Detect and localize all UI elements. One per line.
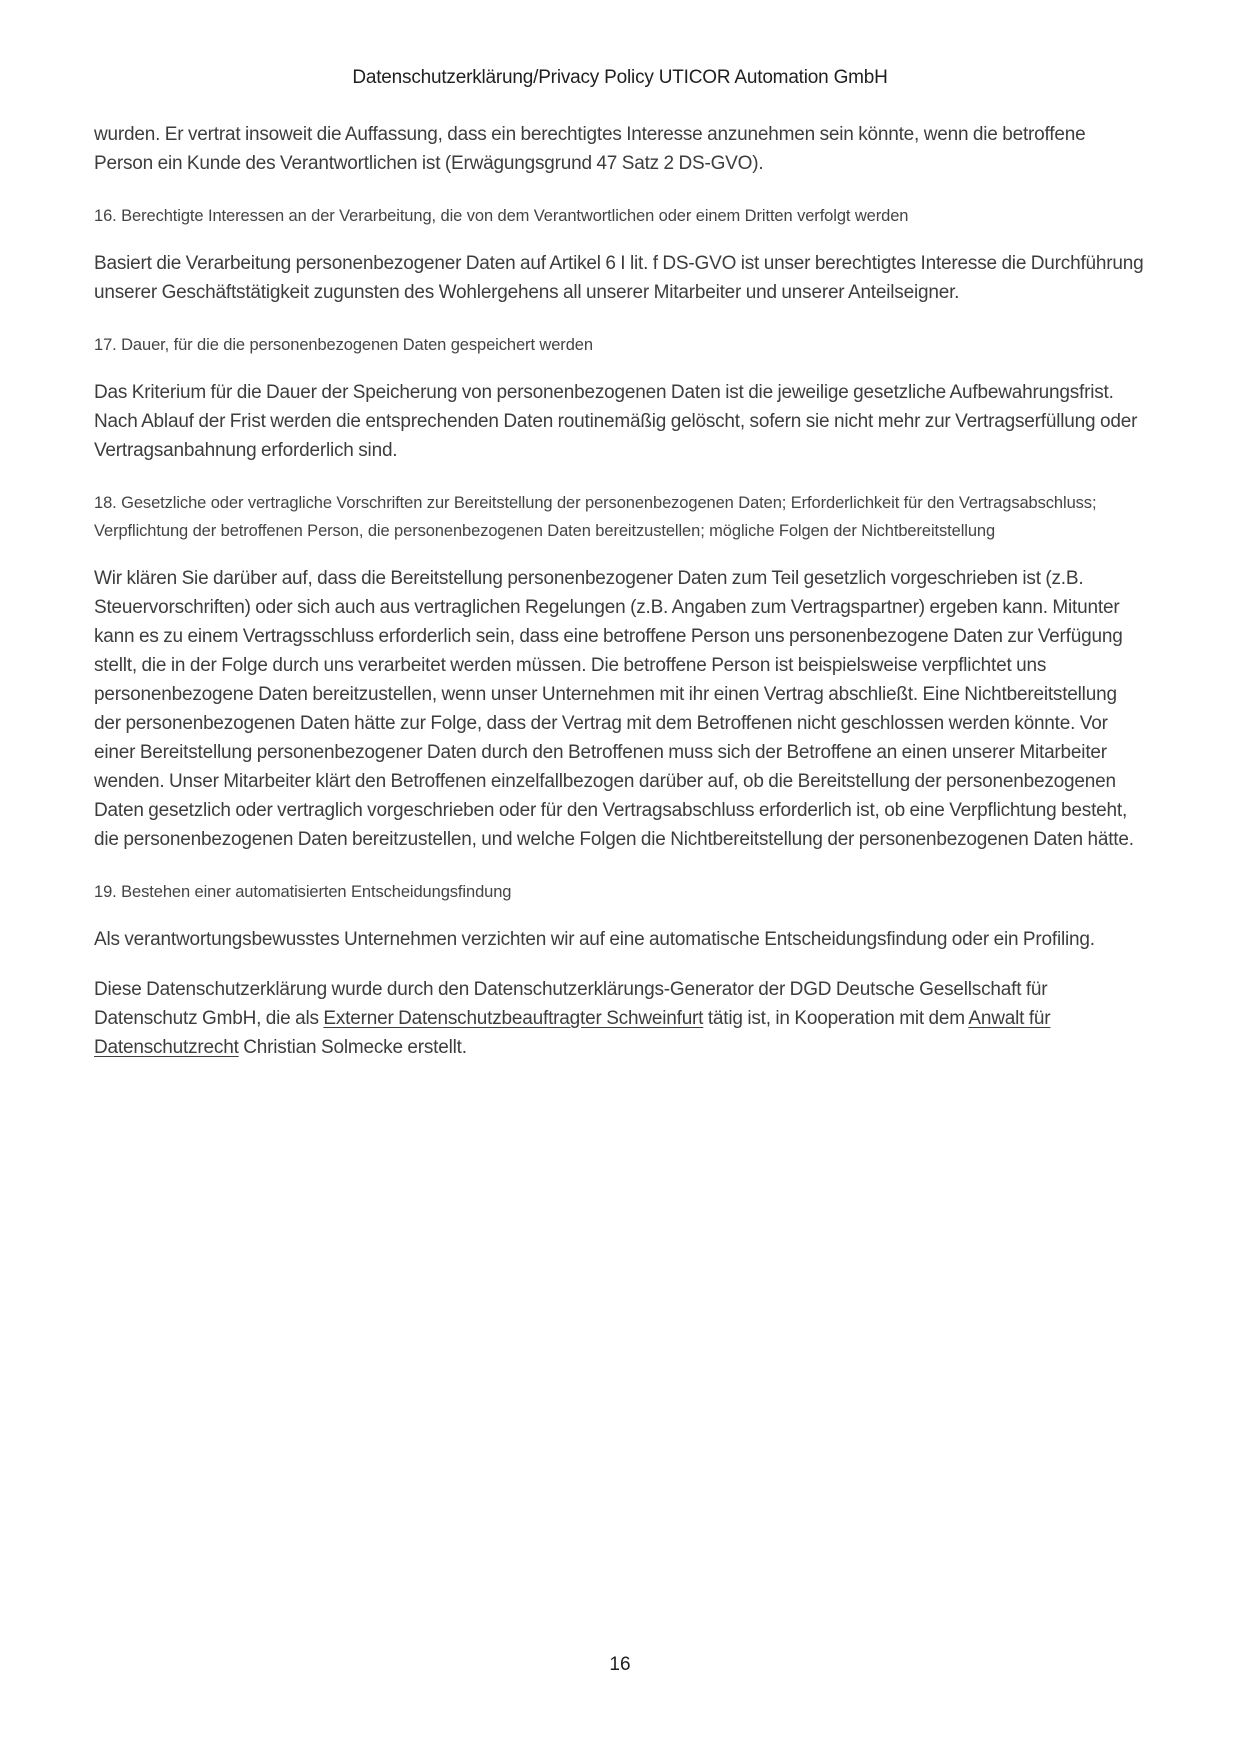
paragraph-section-16: Basiert die Verarbeitung personenbezogener Daten auf Artikel 6 I lit. f DS-GVO ist unser berechtigtes Interesse die Durchführung unserer Geschäftstätigkeit zugunsten des Wohlergehens all unserer Mitarbeiter und unserer Anteilseigner. xyxy=(94,253,1144,303)
section-heading-16: 16. Berechtigte Interessen an der Verarbeitung, die von dem Verantwortlichen oder einem Dritten verfolgt werden xyxy=(94,207,909,225)
paragraph-section-18: Wir klären Sie darüber auf, dass die Bereitstellung personenbezogener Daten zum Teil gesetzlich vorgeschrieben ist (z.B. Steuervorschriften) oder sich auch aus vertraglichen Regelungen (z.B. Angaben zum Vertragspartner) ergeben kann. Mitunter kann es zu einem Vertragsschluss erforderlich sein, dass eine betroffene Person uns personenbezogene Daten zur Verfügung stellt, die in der Folge durch uns verarbeitet werden müssen. Die betroffene Person ist beispielsweise verpflichtet uns personenbezogene Daten bereitzustellen, wenn unser Unternehmen mit ihr einen Vertrag abschließt. Eine Nichtbereitstellung der personenbezogenen Daten hätte zur Folge, dass der Vertrag mit dem Betroffenen nicht geschlossen werden könnte. Vor einer Bereitstellung personenbezogener Daten durch den Betroffenen muss sich der Betroffene an einen unserer Mitarbeiter wenden. Unser Mitarbeiter klärt den Betroffenen einzelfallbezogen darüber auf, ob die Bereitstellung der personenbezogenen Daten gesetzlich oder vertraglich vorgeschrieben oder für den Vertragsabschluss erforderlich ist, ob eine Verpflichtung besteht, die personenbezogenen Daten bereitzustellen, und welche Folgen die Nichtbereitstellung der personenbezogenen Daten hätte. xyxy=(94,568,1134,850)
paragraph-section-17: Das Kriterium für die Dauer der Speicherung von personenbezogenen Daten ist die jeweilige gesetzliche Aufbewahrungsfrist. Nach Ablauf der Frist werden die entsprechenden Daten routinemäßig gelöscht, sofern sie nicht mehr zur Vertragserfüllung oder Vertragsanbahnung erforderlich sind. xyxy=(94,382,1138,461)
document-header-title: Datenschutzerklärung/Privacy Policy UTICOR Automation GmbH xyxy=(352,67,888,88)
section-heading-17: 17. Dauer, für die die personenbezogenen Daten gespeichert werden xyxy=(94,336,593,354)
link-anwalt-fuer-datenschutzrecht[interactable]: Anwalt für Datenschutzrecht xyxy=(94,1008,1051,1058)
closing-text-part3: Christian Solmecke erstellt. xyxy=(238,1037,467,1058)
section-heading-19: 19. Bestehen einer automatisierten Entscheidungsfindung xyxy=(94,883,512,901)
paragraph-closing-credits xyxy=(94,975,1146,1062)
closing-text-part2: tätig ist, in Kooperation mit dem xyxy=(703,1008,969,1029)
section-heading-18: 18. Gesetzliche oder vertragliche Vorschriften zur Bereitstellung der personenbezogenen Daten; Erforderlichkeit für den Vertragsabschluss; Verpflichtung der betroffenen Person, die personenbezogenen Daten bereitzustellen; mögliche Folgen der Nichtbereitstellung xyxy=(94,494,1097,540)
page-number: 16 xyxy=(609,1654,631,1675)
closing-text-part1: Diese Datenschutzerklärung wurde durch den Datenschutzerklärungs-Generator der DGD Deutsche Gesellschaft für Datenschutz GmbH, die als xyxy=(94,979,1048,1029)
paragraph-intro-continuation: wurden. Er vertrat insoweit die Auffassung, dass ein berechtigtes Interesse anzunehmen sein könnte, wenn die betroffene Person ein Kunde des Verantwortlichen ist (Erwägungsgrund 47 Satz 2 DS-GVO). xyxy=(94,124,1086,174)
link-externer-datenschutzbeauftragter-schweinfurt[interactable]: Externer Datenschutzbeauftragter Schweinfurt xyxy=(323,1008,704,1029)
paragraph-section-19: Als verantwortungsbewusstes Unternehmen verzichten wir auf eine automatische Entscheidungsfindung oder ein Profiling. xyxy=(94,929,1095,950)
